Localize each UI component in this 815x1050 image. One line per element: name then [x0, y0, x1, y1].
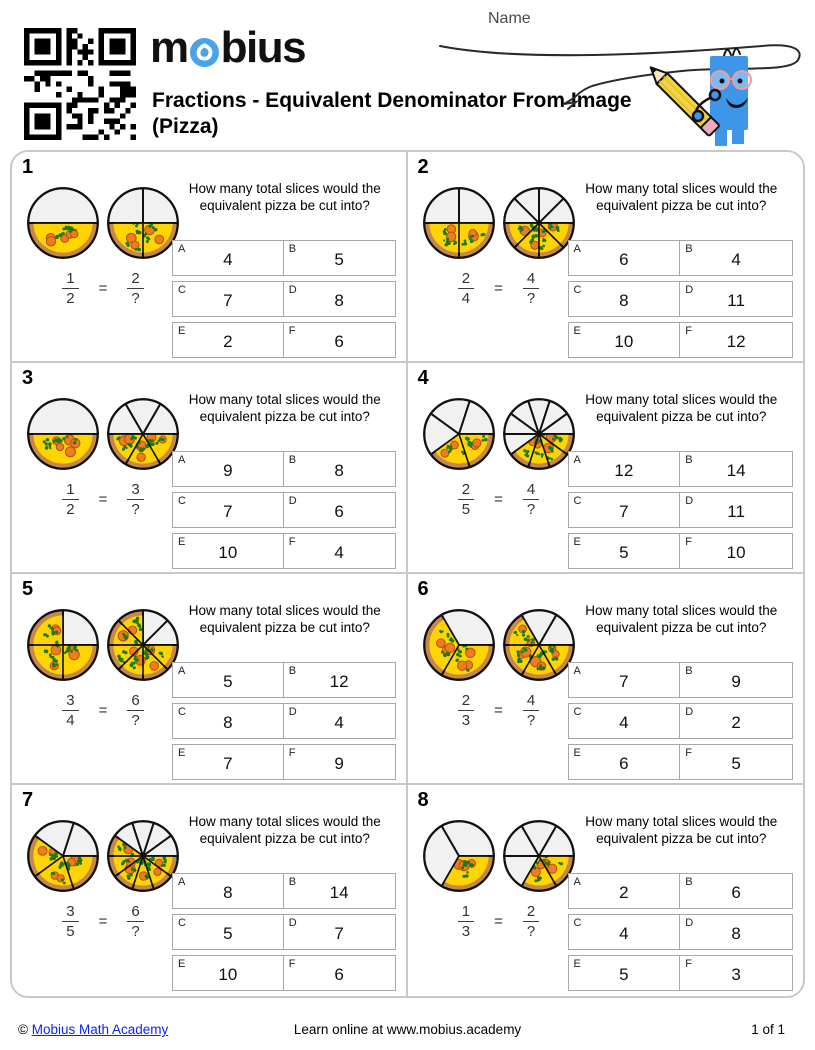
answer-value: 8	[334, 291, 344, 310]
problem-number: 1	[22, 156, 34, 178]
answer-letter: B	[288, 243, 297, 255]
qr-code	[24, 28, 136, 140]
answer-cell-e	[568, 744, 681, 780]
problem-card	[408, 363, 804, 574]
answer-cell-d	[680, 281, 793, 317]
fraction-target-denominator: ?	[526, 501, 536, 518]
fraction-given	[458, 692, 474, 729]
answers-table	[172, 451, 396, 569]
fraction-bar	[62, 710, 78, 711]
answer-cell-c	[568, 492, 681, 528]
answer-letter: D	[288, 284, 297, 296]
answer-letter: D	[288, 917, 297, 929]
answer-letter: E	[178, 747, 186, 759]
answer-cell-e	[172, 533, 284, 569]
pizza-image-equivalent	[106, 397, 180, 471]
answer-letter: A	[573, 665, 581, 677]
answer-cell-c	[568, 914, 681, 950]
answer-value: 6	[731, 883, 741, 902]
problem-number: 7	[22, 789, 34, 811]
answer-cell-a	[568, 662, 681, 698]
page-indicator: 1 of 1	[751, 1022, 785, 1037]
pizza-image-given	[422, 608, 496, 682]
fraction-bar	[523, 499, 539, 500]
fraction-target-denominator: ?	[526, 290, 536, 307]
fraction-bar	[458, 710, 474, 711]
answer-cell-a	[172, 873, 284, 909]
answer-value: 5	[619, 543, 629, 562]
answer-letter: F	[685, 325, 692, 337]
problem-card	[12, 785, 408, 996]
fraction-bar	[127, 499, 143, 500]
logo-swirl-icon	[189, 37, 220, 68]
answer-letter: B	[685, 876, 693, 888]
answer-value: 9	[731, 672, 741, 691]
answer-cell-c	[172, 281, 284, 317]
answer-value: 2	[731, 713, 741, 732]
equals-sign: =	[98, 280, 108, 297]
fraction-given	[458, 481, 474, 518]
answer-value: 6	[619, 250, 629, 269]
answer-cell-b	[284, 662, 396, 698]
answer-value: 4	[619, 713, 629, 732]
fraction-equation	[422, 270, 576, 307]
pizza-pair	[26, 186, 180, 260]
problem-card	[408, 785, 804, 996]
fraction-target-numerator: 4	[526, 270, 536, 287]
answer-cell-f	[284, 744, 396, 780]
fraction-target	[523, 270, 539, 307]
answer-cell-c	[172, 914, 284, 950]
problem-number: 8	[417, 789, 429, 811]
answer-cell-f	[680, 955, 793, 991]
answer-letter: A	[573, 243, 581, 255]
pizza-image-equivalent	[502, 186, 576, 260]
question-text: How many total slices would the equivalent pizza be cut into?	[188, 392, 381, 424]
problem-card	[408, 574, 804, 785]
answer-letter: A	[178, 876, 186, 888]
problem-card	[12, 574, 408, 785]
question-text: How many total slices would the equivalent pizza be cut into?	[585, 814, 778, 846]
fraction-target-denominator: ?	[131, 290, 140, 307]
fraction-target	[127, 481, 143, 518]
answer-letter: B	[685, 665, 693, 677]
fraction-given-numerator: 3	[66, 692, 75, 709]
answer-letter: A	[178, 243, 186, 255]
answer-letter: D	[685, 495, 694, 507]
equals-sign: =	[98, 491, 108, 508]
answer-value: 10	[218, 965, 238, 984]
fraction-given-numerator: 2	[461, 692, 471, 709]
fraction-target	[127, 903, 143, 940]
answer-cell-f	[284, 533, 396, 569]
answer-letter: B	[288, 454, 297, 466]
answer-cell-d	[284, 703, 396, 739]
equals-sign: =	[98, 913, 108, 930]
answers-table	[568, 873, 794, 991]
pizza-pair	[26, 608, 180, 682]
pizza-pair	[422, 608, 576, 682]
fraction-given	[458, 270, 474, 307]
answer-value: 2	[223, 332, 233, 351]
fraction-bar	[62, 288, 78, 289]
answer-cell-f	[284, 955, 396, 991]
answer-value: 4	[731, 250, 741, 269]
problem-number: 4	[417, 367, 429, 389]
answer-cell-b	[680, 662, 793, 698]
fraction-bar	[523, 921, 539, 922]
answers-table	[172, 873, 396, 991]
fraction-bar	[458, 499, 474, 500]
fraction-given-numerator: 1	[461, 903, 471, 920]
answer-letter: D	[685, 706, 694, 718]
answer-value: 9	[223, 461, 233, 480]
fraction-bar	[523, 288, 539, 289]
answer-letter: A	[573, 454, 581, 466]
pizza-image-equivalent	[502, 397, 576, 471]
problem-number: 6	[417, 578, 429, 600]
fraction-target-numerator: 2	[526, 903, 536, 920]
answer-value: 6	[334, 502, 344, 521]
footer-center-text: Learn online at www.mobius.academy	[293, 1022, 522, 1037]
answer-letter: F	[288, 536, 296, 548]
answer-value: 14	[726, 461, 746, 480]
answer-value: 7	[223, 754, 233, 773]
pizza-image-equivalent	[106, 819, 180, 893]
answer-cell-b	[284, 451, 396, 487]
answer-value: 8	[223, 713, 233, 732]
answer-cell-e	[568, 533, 681, 569]
fraction-equation	[422, 692, 576, 729]
answer-value: 4	[334, 543, 344, 562]
pizza-image-given	[26, 397, 100, 471]
fraction-bar	[127, 710, 143, 711]
answer-value: 10	[614, 332, 634, 351]
answer-value: 7	[223, 502, 233, 521]
question-text: How many total slices would the equivalent pizza be cut into?	[585, 181, 778, 213]
answer-value: 7	[619, 502, 629, 521]
answer-cell-b	[680, 451, 793, 487]
answers-table	[568, 662, 794, 780]
pizza-image-equivalent	[106, 608, 180, 682]
mobius-logo	[150, 23, 306, 72]
pizza-image-given	[422, 397, 496, 471]
answer-value: 8	[223, 883, 233, 902]
fraction-equation	[422, 903, 576, 940]
answer-value: 5	[731, 754, 741, 773]
answer-cell-e	[172, 955, 284, 991]
answer-cell-b	[680, 873, 793, 909]
fraction-given-denominator: 3	[461, 712, 471, 729]
fraction-target-numerator: 3	[131, 481, 140, 498]
fraction-target-denominator: ?	[131, 712, 140, 729]
fraction-given-denominator: 2	[66, 501, 75, 518]
answer-cell-e	[172, 744, 284, 780]
answer-cell-e	[568, 955, 681, 991]
answers-table	[172, 240, 396, 358]
question-text: How many total slices would the equivalent pizza be cut into?	[188, 603, 381, 635]
answer-letter: F	[288, 325, 296, 337]
problem-card	[408, 152, 804, 363]
answer-letter: E	[178, 325, 186, 337]
answer-value: 10	[218, 543, 238, 562]
answer-letter: D	[288, 495, 297, 507]
fraction-target-numerator: 4	[526, 692, 536, 709]
logo-text-post: bius	[220, 23, 306, 72]
equals-sign: =	[494, 491, 503, 508]
fraction-equation	[26, 481, 180, 518]
fraction-equation	[422, 481, 576, 518]
answer-letter: F	[288, 958, 296, 970]
fraction-target	[127, 692, 143, 729]
answer-cell-a	[568, 451, 681, 487]
answer-letter: D	[685, 917, 694, 929]
answer-cell-c	[172, 492, 284, 528]
fraction-given-denominator: 4	[66, 712, 75, 729]
answer-value: 6	[334, 965, 344, 984]
answer-letter: C	[573, 706, 582, 718]
answers-table	[172, 662, 396, 780]
fraction-given-denominator: 3	[461, 923, 471, 940]
answer-value: 7	[619, 672, 629, 691]
fraction-given	[62, 692, 78, 729]
answer-cell-a	[568, 240, 681, 276]
fraction-bar	[458, 921, 474, 922]
answer-cell-e	[568, 322, 681, 358]
answer-value: 5	[334, 250, 344, 269]
problem-number: 5	[22, 578, 34, 600]
answer-cell-a	[172, 662, 284, 698]
fraction-given	[458, 903, 474, 940]
worksheet-title: Fractions - Equivalent Denominator From Image (Pizza)	[152, 89, 632, 138]
answer-value: 5	[223, 924, 233, 943]
name-label: Name	[488, 10, 531, 27]
fraction-target-denominator: ?	[131, 501, 140, 518]
answer-value: 6	[619, 754, 629, 773]
answer-letter: C	[573, 917, 582, 929]
fraction-given-numerator: 2	[461, 270, 471, 287]
answer-cell-d	[284, 281, 396, 317]
problem-number: 2	[417, 156, 429, 178]
answer-letter: F	[685, 958, 692, 970]
answer-letter: A	[178, 454, 186, 466]
answer-letter: E	[573, 536, 581, 548]
question-text: How many total slices would the equivalent pizza be cut into?	[188, 181, 381, 213]
answer-letter: C	[573, 284, 582, 296]
answer-letter: E	[573, 747, 581, 759]
fraction-target-numerator: 4	[526, 481, 536, 498]
fraction-given	[62, 903, 78, 940]
answer-letter: A	[178, 665, 186, 677]
answer-letter: B	[685, 454, 693, 466]
fraction-bar	[127, 288, 143, 289]
equals-sign: =	[494, 913, 503, 930]
answer-cell-a	[172, 240, 284, 276]
answer-value: 11	[727, 291, 745, 310]
answer-cell-c	[568, 281, 681, 317]
pizza-image-equivalent	[106, 186, 180, 260]
equals-sign: =	[494, 702, 503, 719]
fraction-target	[523, 692, 539, 729]
fraction-given-numerator: 1	[66, 481, 75, 498]
answer-cell-d	[680, 914, 793, 950]
fraction-given-denominator: 5	[461, 501, 471, 518]
answer-cell-b	[680, 240, 793, 276]
answer-cell-f	[680, 533, 793, 569]
answers-table	[568, 451, 794, 569]
answer-letter: F	[685, 536, 692, 548]
answer-letter: B	[288, 876, 297, 888]
fraction-bar	[62, 499, 78, 500]
logo-text-pre: m	[150, 23, 188, 72]
answer-value: 10	[726, 543, 746, 562]
answer-cell-a	[568, 873, 681, 909]
fraction-given	[62, 270, 78, 307]
answer-value: 12	[614, 461, 634, 480]
answer-letter: C	[178, 917, 186, 929]
answer-value: 11	[727, 502, 745, 521]
fraction-target	[127, 270, 143, 307]
answer-letter: C	[178, 495, 186, 507]
fraction-given-numerator: 1	[66, 270, 75, 287]
copyright-symbol: ©	[18, 1022, 28, 1037]
fraction-bar	[62, 921, 78, 922]
answer-cell-d	[284, 914, 396, 950]
answer-cell-f	[680, 744, 793, 780]
pizza-pair	[422, 819, 576, 893]
answer-value: 12	[726, 332, 746, 351]
pizza-pair	[26, 819, 180, 893]
pizza-image-given	[422, 819, 496, 893]
fraction-given-denominator: 4	[461, 290, 471, 307]
answer-value: 6	[334, 332, 344, 351]
answer-cell-b	[284, 873, 396, 909]
answer-value: 8	[731, 924, 741, 943]
answer-value: 4	[223, 250, 233, 269]
fraction-given-denominator: 2	[66, 290, 75, 307]
pizza-image-given	[26, 819, 100, 893]
answer-letter: C	[178, 284, 186, 296]
answer-value: 2	[619, 883, 629, 902]
answer-letter: B	[288, 665, 297, 677]
answer-letter: D	[288, 706, 297, 718]
answer-cell-c	[568, 703, 681, 739]
answer-letter: E	[573, 958, 581, 970]
answer-value: 5	[619, 965, 629, 984]
answer-value: 8	[334, 461, 344, 480]
pizza-image-given	[422, 186, 496, 260]
pizza-image-equivalent	[502, 819, 576, 893]
pizza-pair	[26, 397, 180, 471]
fraction-bar	[127, 921, 143, 922]
answer-cell-f	[284, 322, 396, 358]
robot-mascot	[648, 28, 778, 150]
answer-value: 8	[619, 291, 629, 310]
fraction-equation	[26, 903, 180, 940]
fraction-given-denominator: 5	[66, 923, 75, 940]
pizza-image-given	[26, 186, 100, 260]
answer-value: 7	[334, 924, 344, 943]
answer-cell-b	[284, 240, 396, 276]
problems-grid	[10, 150, 805, 998]
answer-letter: F	[288, 747, 296, 759]
answer-value: 14	[329, 883, 349, 902]
fraction-equation	[26, 270, 180, 307]
fraction-target-denominator: ?	[526, 712, 536, 729]
equals-sign: =	[494, 280, 503, 297]
question-text: How many total slices would the equivalent pizza be cut into?	[585, 392, 778, 424]
answer-value: 4	[334, 713, 344, 732]
fraction-target-numerator: 6	[131, 692, 140, 709]
answer-letter: A	[573, 876, 581, 888]
footer-link[interactable]: Mobius Math Academy	[31, 1022, 169, 1037]
fraction-given-numerator: 2	[461, 481, 471, 498]
answer-letter: D	[685, 284, 694, 296]
problem-card	[12, 152, 408, 363]
problem-card	[12, 363, 408, 574]
fraction-target	[523, 903, 539, 940]
answer-cell-e	[172, 322, 284, 358]
equals-sign: =	[98, 702, 108, 719]
pizza-image-given	[26, 608, 100, 682]
answer-cell-f	[680, 322, 793, 358]
answer-value: 9	[334, 754, 344, 773]
fraction-bar	[458, 288, 474, 289]
fraction-bar	[523, 710, 539, 711]
answer-value: 3	[731, 965, 741, 984]
fraction-target-denominator: ?	[526, 923, 536, 940]
answer-letter: F	[685, 747, 692, 759]
pizza-pair	[422, 186, 576, 260]
fraction-target-numerator: 6	[131, 903, 140, 920]
fraction-target-numerator: 2	[131, 270, 140, 287]
fraction-given-numerator: 3	[66, 903, 75, 920]
problem-number: 3	[22, 367, 34, 389]
fraction-equation	[26, 692, 180, 729]
fraction-target	[523, 481, 539, 518]
answer-letter: C	[178, 706, 186, 718]
answer-value: 4	[619, 924, 629, 943]
answer-value: 5	[223, 672, 233, 691]
answers-table	[568, 240, 794, 358]
answer-cell-d	[284, 492, 396, 528]
answer-letter: E	[178, 958, 186, 970]
answer-cell-d	[680, 492, 793, 528]
pizza-image-equivalent	[502, 608, 576, 682]
pizza-pair	[422, 397, 576, 471]
fraction-target-denominator: ?	[131, 923, 140, 940]
answer-value: 7	[223, 291, 233, 310]
answer-letter: B	[685, 243, 693, 255]
answer-cell-d	[680, 703, 793, 739]
fraction-given	[62, 481, 78, 518]
question-text: How many total slices would the equivalent pizza be cut into?	[188, 814, 381, 846]
answer-cell-a	[172, 451, 284, 487]
answer-letter: E	[178, 536, 186, 548]
answer-letter: C	[573, 495, 582, 507]
answer-cell-c	[172, 703, 284, 739]
question-text: How many total slices would the equivalent pizza be cut into?	[585, 603, 778, 635]
answer-value: 12	[329, 672, 349, 691]
answer-letter: E	[573, 325, 581, 337]
